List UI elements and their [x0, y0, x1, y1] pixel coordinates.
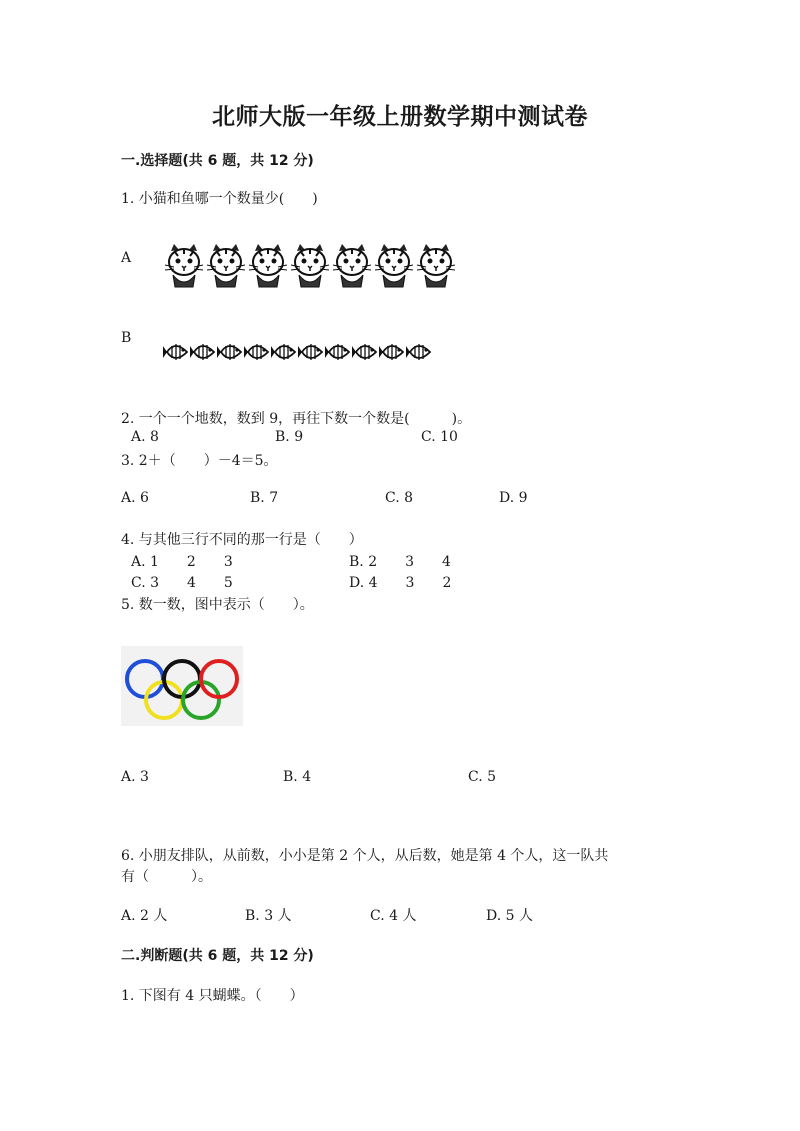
q4-option-d: D. 4 3 2: [349, 575, 452, 591]
fish-icon: [163, 344, 187, 360]
cats-image: [163, 243, 473, 289]
q3-option-a: A. 6: [121, 490, 149, 506]
q3-option-c: C. 8: [385, 490, 414, 506]
question-1: 1. 小猫和鱼哪一个数量少( ): [121, 191, 318, 207]
cat-icon: [207, 244, 245, 287]
olympic-rings-image: [121, 646, 243, 726]
fish-icon: [352, 344, 376, 360]
option-label-a: A: [121, 250, 132, 266]
cat-icon: [249, 244, 287, 287]
q4-option-c: C. 3 4 5: [131, 575, 233, 591]
q6-option-c: C. 4 人: [370, 908, 417, 924]
ring-blue: [127, 661, 163, 697]
olympic-rings-drawing: [121, 646, 243, 726]
fish-icon: [406, 344, 430, 360]
cat-icon: [375, 244, 413, 287]
fish-drawing: [163, 338, 443, 366]
fish-icon: [298, 344, 322, 360]
cat-icon: [291, 244, 329, 287]
question-3: 3. 2＋（ ）－4＝5。: [121, 453, 278, 469]
fish-image: [163, 338, 443, 366]
fish-icon: [190, 344, 214, 360]
q5-option-b: B. 4: [283, 769, 312, 785]
q5-option-c: C. 5: [468, 769, 497, 785]
q4-option-a: A. 1 2 3: [131, 554, 233, 570]
q2-option-c: C. 10: [421, 429, 458, 445]
cat-icon: [165, 244, 203, 287]
option-label-b: B: [121, 330, 132, 346]
q5-option-a: A. 3: [121, 769, 149, 785]
q2-option-b: B. 9: [275, 429, 304, 445]
q3-option-d: D. 9: [499, 490, 528, 506]
question-5: 5. 数一数，图中表示（ ）。: [121, 597, 314, 613]
cat-icon: [333, 244, 371, 287]
question-2: 2. 一个一个地数，数到 9，再往下数一个数是( )。: [121, 411, 472, 427]
fish-icon: [217, 344, 241, 360]
fish-icon: [244, 344, 268, 360]
page-title: 北师大版一年级上册数学期中测试卷: [212, 104, 588, 130]
q6-option-d: D. 5 人: [486, 908, 533, 924]
fish-icon: [379, 344, 403, 360]
q4-option-b: B. 2 3 4: [349, 554, 451, 570]
q3-option-b: B. 7: [250, 490, 279, 506]
question-6-line-2: 有（ ）。: [121, 869, 212, 885]
judgment-question-1: 1. 下图有 4 只蝴蝶。（ ）: [121, 988, 304, 1004]
fish-icon: [325, 344, 349, 360]
q6-option-a: A. 2 人: [121, 908, 168, 924]
q6-option-b: B. 3 人: [245, 908, 292, 924]
section-heading-judgment: 二.判断题(共 6 题，共 12 分): [121, 948, 314, 964]
cat-icon: [417, 244, 455, 287]
section-heading-choice: 一.选择题(共 6 题，共 12 分): [121, 153, 314, 169]
question-4: 4. 与其他三行不同的那一行是（ ）: [121, 532, 363, 548]
q2-option-a: A. 8: [131, 429, 159, 445]
cats-drawing: [163, 243, 473, 289]
fish-icon: [271, 344, 295, 360]
question-6-line-1: 6. 小朋友排队，从前数，小小是第 2 个人，从后数，她是第 4 个人，这一队共: [121, 848, 609, 864]
